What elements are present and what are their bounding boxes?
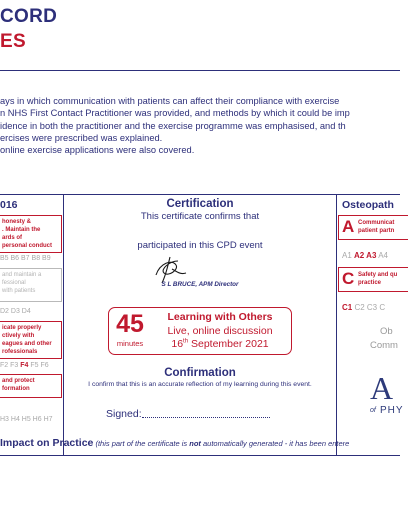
description-line: idence in both the practitioner and the exercise programme was emphasised, and th xyxy=(0,120,346,131)
signatory-name: S L BRUCE, APM Director xyxy=(161,281,239,288)
theme-box-a xyxy=(338,215,408,240)
impact-note-bold xyxy=(189,439,201,448)
theme-text-a: Communicat patient partn xyxy=(358,220,395,234)
page-subtitle: ES xyxy=(0,31,26,52)
header-divider xyxy=(0,70,400,71)
objective-label-2: Comm xyxy=(370,340,398,351)
code-group: A4 xyxy=(376,251,388,260)
code-group: A1 xyxy=(342,251,355,260)
theme-letter-c: C xyxy=(342,269,355,288)
standard-box-d: and maintain a fessional with patients xyxy=(0,268,62,302)
description-line: online exercise applications were also covered. xyxy=(0,145,195,156)
event-date-day: 16 xyxy=(171,338,184,350)
standards-heading: 016 xyxy=(0,199,18,211)
academy-logo-word: PHY xyxy=(380,405,404,416)
standard-box-h: and protect formation xyxy=(0,374,62,398)
event-date xyxy=(150,338,290,350)
objective-label: Ob xyxy=(380,326,393,337)
description-line: ays in which communication with patients can affect their compliance with exercise xyxy=(0,96,340,106)
signature-line[interactable] xyxy=(142,417,270,418)
duration-label: minutes xyxy=(116,339,144,348)
impact-label: Impact on Practice xyxy=(0,437,94,449)
description-line: ercises were prescribed was explained. xyxy=(0,132,163,143)
code-selected: C1 xyxy=(342,303,353,312)
code-group: F2 F3 xyxy=(0,362,21,369)
standard-codes-b: B5 B6 B7 B8 B9 xyxy=(0,255,51,262)
osteopath-heading: Osteopath xyxy=(342,199,394,211)
description-line: n NHS First Contact Practitioner was provided, and methods by which it could be imp xyxy=(0,108,350,119)
impact-note-emphasis: not xyxy=(189,439,201,448)
duration-minutes: 45 xyxy=(116,310,144,338)
standard-box-f: icate properly ctively with eagues and other rofessionals xyxy=(0,321,62,359)
theme-text-c: Safety and qu practice xyxy=(358,272,398,286)
code-selected: F4 xyxy=(20,362,29,369)
event-date-rest: September 2021 xyxy=(188,338,269,350)
theme-letter-a: A xyxy=(342,217,355,236)
certification-line1: This certificate confirms that xyxy=(140,211,260,222)
event-format: Live, online discussion xyxy=(167,325,273,337)
event-date-suffix: th xyxy=(183,338,189,345)
code-group: F5 F6 xyxy=(28,362,49,369)
event-title: Learning with Others xyxy=(167,311,273,323)
standard-box-b: honesty & . Maintain the ards of personal conduct xyxy=(0,215,62,253)
signed-label: Signed: xyxy=(106,408,142,420)
standard-codes-f xyxy=(0,362,49,369)
confirmation-text: I confirm that this is an accurate reflection of my learning during this event. xyxy=(88,381,312,388)
theme-codes-a xyxy=(342,251,388,260)
description-paragraph xyxy=(0,95,400,156)
academy-logo-of: of xyxy=(370,407,376,414)
code-selected: A2 A3 xyxy=(354,251,377,260)
confirmation-title: Confirmation xyxy=(164,367,236,379)
theme-box-c xyxy=(338,267,408,292)
certification-line2: participated in this CPD event xyxy=(137,240,263,251)
standard-codes-h: H3 H4 H5 H6 H7 xyxy=(0,416,53,423)
page-title: CORD xyxy=(0,6,58,27)
impact-heading xyxy=(0,437,349,449)
code-group: C2 C3 C xyxy=(352,303,386,312)
theme-codes-c xyxy=(342,303,385,312)
certification-title: Certification xyxy=(166,198,234,210)
standard-codes-d: D2 D3 D4 xyxy=(0,308,31,315)
impact-note-pre: (this part of the certificate is xyxy=(93,439,190,448)
right-divider xyxy=(336,194,337,456)
impact-note-post: automatically generated - it has been entere xyxy=(200,439,350,448)
left-divider xyxy=(63,194,64,456)
academy-logo-letter: A xyxy=(370,370,394,406)
